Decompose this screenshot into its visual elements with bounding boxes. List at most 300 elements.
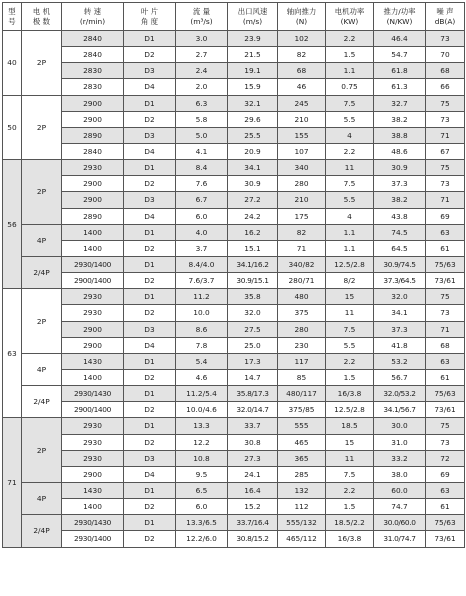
velocity-cell: 27.5 [228, 321, 278, 337]
blade-angle-cell: D1 [124, 224, 176, 240]
thrust-cell: 85 [278, 369, 326, 385]
velocity-cell: 30.9/15.1 [228, 273, 278, 289]
power-cell: 2.2 [326, 482, 374, 498]
speed-cell: 1400 [62, 499, 124, 515]
fan-performance-table [2, 2, 465, 548]
velocity-cell: 17.3 [228, 353, 278, 369]
ratio-cell: 37.3 [374, 176, 426, 192]
flow-cell: 2.7 [176, 47, 228, 63]
power-cell: 18.5 [326, 418, 374, 434]
power-cell: 4 [326, 208, 374, 224]
noise-cell: 63 [426, 224, 465, 240]
ratio-cell: 43.8 [374, 208, 426, 224]
table-row [3, 63, 465, 79]
power-cell: 1.1 [326, 63, 374, 79]
blade-angle-cell: D4 [124, 337, 176, 353]
speed-cell: 2840 [62, 143, 124, 159]
thrust-cell: 480/117 [278, 386, 326, 402]
thrust-cell: 175 [278, 208, 326, 224]
velocity-cell: 32.1 [228, 95, 278, 111]
velocity-cell: 25.0 [228, 337, 278, 353]
velocity-cell: 27.3 [228, 450, 278, 466]
motor-poles-cell: 2P [22, 95, 62, 160]
noise-cell: 75/63 [426, 386, 465, 402]
speed-cell: 2900 [62, 111, 124, 127]
flow-cell: 2.0 [176, 79, 228, 95]
power-cell: 5.5 [326, 337, 374, 353]
header-blade-angle: 叶 片 角 度 [124, 3, 176, 31]
power-cell: 15 [326, 434, 374, 450]
table-row [3, 337, 465, 353]
speed-cell: 2930 [62, 289, 124, 305]
ratio-cell: 60.0 [374, 482, 426, 498]
noise-cell: 73 [426, 176, 465, 192]
power-cell: 1.1 [326, 224, 374, 240]
speed-cell: 1400 [62, 240, 124, 256]
thrust-cell: 280 [278, 176, 326, 192]
noise-cell: 73/61 [426, 402, 465, 418]
model-cell: 63 [3, 289, 22, 418]
flow-cell: 12.2/6.0 [176, 531, 228, 547]
table-row [3, 450, 465, 466]
power-cell: 15 [326, 289, 374, 305]
speed-cell: 2830 [62, 79, 124, 95]
velocity-cell: 33.7 [228, 418, 278, 434]
ratio-cell: 41.8 [374, 337, 426, 353]
model-cell: 56 [3, 160, 22, 289]
speed-cell: 2930/1430 [62, 515, 124, 531]
power-cell: 1.1 [326, 240, 374, 256]
flow-cell: 6.0 [176, 499, 228, 515]
speed-cell: 2930 [62, 305, 124, 321]
thrust-cell: 245 [278, 95, 326, 111]
thrust-cell: 230 [278, 337, 326, 353]
speed-cell: 2930/1400 [62, 531, 124, 547]
ratio-cell: 74.7 [374, 499, 426, 515]
speed-cell: 2900 [62, 95, 124, 111]
header-motor-poles: 电 机 极 数 [22, 3, 62, 31]
motor-poles-cell: 2P [22, 160, 62, 225]
thrust-cell: 46 [278, 79, 326, 95]
noise-cell: 71 [426, 321, 465, 337]
thrust-cell: 340 [278, 160, 326, 176]
table-header [3, 3, 465, 31]
speed-cell: 2930 [62, 450, 124, 466]
blade-angle-cell: D1 [124, 418, 176, 434]
ratio-cell: 30.0/60.0 [374, 515, 426, 531]
ratio-cell: 48.6 [374, 143, 426, 159]
motor-poles-cell: 2/4P [22, 256, 62, 288]
flow-cell: 6.0 [176, 208, 228, 224]
power-cell: 7.5 [326, 95, 374, 111]
noise-cell: 75 [426, 289, 465, 305]
table-row [3, 127, 465, 143]
ratio-cell: 56.7 [374, 369, 426, 385]
motor-poles-cell: 4P [22, 224, 62, 256]
power-cell: 11 [326, 160, 374, 176]
table-row [3, 47, 465, 63]
thrust-cell: 340/82 [278, 256, 326, 272]
blade-angle-cell: D1 [124, 482, 176, 498]
speed-cell: 2900/1400 [62, 273, 124, 289]
table-row [3, 95, 465, 111]
noise-cell: 67 [426, 143, 465, 159]
blade-angle-cell: D1 [124, 31, 176, 47]
motor-poles-cell: 2/4P [22, 386, 62, 418]
blade-angle-cell: D1 [124, 515, 176, 531]
power-cell: 1.5 [326, 369, 374, 385]
speed-cell: 2890 [62, 127, 124, 143]
velocity-cell: 30.8/15.2 [228, 531, 278, 547]
flow-cell: 8.6 [176, 321, 228, 337]
speed-cell: 2930/1400 [62, 256, 124, 272]
noise-cell: 69 [426, 466, 465, 482]
thrust-cell: 82 [278, 47, 326, 63]
flow-cell: 4.1 [176, 143, 228, 159]
blade-angle-cell: D2 [124, 305, 176, 321]
table-row [3, 386, 465, 402]
flow-cell: 7.6 [176, 176, 228, 192]
flow-cell: 4.0 [176, 224, 228, 240]
speed-cell: 2830 [62, 63, 124, 79]
thrust-cell: 210 [278, 192, 326, 208]
table-row [3, 143, 465, 159]
velocity-cell: 34.1/16.2 [228, 256, 278, 272]
motor-poles-cell: 4P [22, 353, 62, 385]
thrust-cell: 365 [278, 450, 326, 466]
blade-angle-cell: D3 [124, 192, 176, 208]
velocity-cell: 14.7 [228, 369, 278, 385]
power-cell: 7.5 [326, 466, 374, 482]
noise-cell: 61 [426, 499, 465, 515]
velocity-cell: 15.2 [228, 499, 278, 515]
thrust-cell: 132 [278, 482, 326, 498]
header-model: 型 号 [3, 3, 22, 31]
table-row [3, 531, 465, 547]
motor-poles-cell: 2/4P [22, 515, 62, 547]
table-row [3, 353, 465, 369]
thrust-cell: 107 [278, 143, 326, 159]
blade-angle-cell: D2 [124, 111, 176, 127]
table-row [3, 466, 465, 482]
thrust-cell: 155 [278, 127, 326, 143]
noise-cell: 68 [426, 63, 465, 79]
ratio-cell: 38.2 [374, 192, 426, 208]
thrust-cell: 280 [278, 321, 326, 337]
speed-cell: 1400 [62, 369, 124, 385]
flow-cell: 7.6/3.7 [176, 273, 228, 289]
ratio-cell: 53.2 [374, 353, 426, 369]
power-cell: 11 [326, 450, 374, 466]
table-row [3, 176, 465, 192]
speed-cell: 2900 [62, 321, 124, 337]
noise-cell: 69 [426, 208, 465, 224]
ratio-cell: 31.0 [374, 434, 426, 450]
flow-cell: 13.3/6.5 [176, 515, 228, 531]
ratio-cell: 33.2 [374, 450, 426, 466]
ratio-cell: 30.9/74.5 [374, 256, 426, 272]
noise-cell: 75/63 [426, 515, 465, 531]
flow-cell: 3.0 [176, 31, 228, 47]
blade-angle-cell: D4 [124, 143, 176, 159]
flow-cell: 2.4 [176, 63, 228, 79]
flow-cell: 10.0 [176, 305, 228, 321]
ratio-cell: 46.4 [374, 31, 426, 47]
noise-cell: 75/63 [426, 256, 465, 272]
header-flow: 流 量 (m³/s) [176, 3, 228, 31]
thrust-cell: 555/132 [278, 515, 326, 531]
flow-cell: 8.4 [176, 160, 228, 176]
velocity-cell: 33.7/16.4 [228, 515, 278, 531]
table-row [3, 192, 465, 208]
power-cell: 12.5/2.8 [326, 256, 374, 272]
table-row [3, 111, 465, 127]
header-axial-thrust: 轴向推力 (N) [278, 3, 326, 31]
noise-cell: 75 [426, 95, 465, 111]
flow-cell: 10.0/4.6 [176, 402, 228, 418]
velocity-cell: 23.9 [228, 31, 278, 47]
blade-angle-cell: D4 [124, 466, 176, 482]
flow-cell: 7.8 [176, 337, 228, 353]
power-cell: 1.5 [326, 499, 374, 515]
flow-cell: 11.2 [176, 289, 228, 305]
ratio-cell: 74.5 [374, 224, 426, 240]
flow-cell: 5.0 [176, 127, 228, 143]
table-row [3, 321, 465, 337]
blade-angle-cell: D2 [124, 240, 176, 256]
flow-cell: 9.5 [176, 466, 228, 482]
noise-cell: 75 [426, 160, 465, 176]
velocity-cell: 30.8 [228, 434, 278, 450]
velocity-cell: 29.6 [228, 111, 278, 127]
ratio-cell: 30.0 [374, 418, 426, 434]
table-row [3, 160, 465, 176]
thrust-cell: 285 [278, 466, 326, 482]
thrust-cell: 375/85 [278, 402, 326, 418]
flow-cell: 12.2 [176, 434, 228, 450]
table-row [3, 434, 465, 450]
flow-cell: 6.3 [176, 95, 228, 111]
speed-cell: 2890 [62, 208, 124, 224]
thrust-cell: 68 [278, 63, 326, 79]
blade-angle-cell: D2 [124, 176, 176, 192]
power-cell: 12.5/2.8 [326, 402, 374, 418]
table-row [3, 289, 465, 305]
velocity-cell: 30.9 [228, 176, 278, 192]
ratio-cell: 64.5 [374, 240, 426, 256]
table-row [3, 240, 465, 256]
velocity-cell: 16.4 [228, 482, 278, 498]
noise-cell: 66 [426, 79, 465, 95]
noise-cell: 73/61 [426, 273, 465, 289]
power-cell: 18.5/2.2 [326, 515, 374, 531]
blade-angle-cell: D1 [124, 353, 176, 369]
velocity-cell: 15.1 [228, 240, 278, 256]
flow-cell: 4.6 [176, 369, 228, 385]
velocity-cell: 20.9 [228, 143, 278, 159]
speed-cell: 1430 [62, 482, 124, 498]
noise-cell: 73 [426, 434, 465, 450]
ratio-cell: 37.3 [374, 321, 426, 337]
power-cell: 16/3.8 [326, 386, 374, 402]
thrust-cell: 102 [278, 31, 326, 47]
thrust-cell: 82 [278, 224, 326, 240]
table-row [3, 224, 465, 240]
model-cell: 71 [3, 418, 22, 547]
thrust-cell: 71 [278, 240, 326, 256]
noise-cell: 63 [426, 353, 465, 369]
flow-cell: 5.8 [176, 111, 228, 127]
blade-angle-cell: D1 [124, 386, 176, 402]
velocity-cell: 24.1 [228, 466, 278, 482]
blade-angle-cell: D1 [124, 95, 176, 111]
velocity-cell: 32.0 [228, 305, 278, 321]
velocity-cell: 27.2 [228, 192, 278, 208]
flow-cell: 6.7 [176, 192, 228, 208]
blade-angle-cell: D2 [124, 47, 176, 63]
header-noise: 噪 声 dB(A) [426, 3, 465, 31]
blade-angle-cell: D2 [124, 402, 176, 418]
noise-cell: 71 [426, 127, 465, 143]
blade-angle-cell: D3 [124, 321, 176, 337]
velocity-cell: 34.1 [228, 160, 278, 176]
motor-poles-cell: 2P [22, 418, 62, 483]
blade-angle-cell: D2 [124, 531, 176, 547]
power-cell: 11 [326, 305, 374, 321]
speed-cell: 2930 [62, 418, 124, 434]
table-row [3, 208, 465, 224]
power-cell: 5.5 [326, 192, 374, 208]
ratio-cell: 32.0/53.2 [374, 386, 426, 402]
flow-cell: 10.8 [176, 450, 228, 466]
velocity-cell: 35.8 [228, 289, 278, 305]
table-row [3, 402, 465, 418]
noise-cell: 61 [426, 369, 465, 385]
ratio-cell: 38.2 [374, 111, 426, 127]
ratio-cell: 37.3/64.5 [374, 273, 426, 289]
noise-cell: 71 [426, 192, 465, 208]
noise-cell: 73 [426, 31, 465, 47]
speed-cell: 2900 [62, 176, 124, 192]
header-outlet-velocity: 出口风速 (m/s) [228, 3, 278, 31]
power-cell: 16/3.8 [326, 531, 374, 547]
thrust-cell: 112 [278, 499, 326, 515]
ratio-cell: 34.1/56.7 [374, 402, 426, 418]
table-row [3, 418, 465, 434]
ratio-cell: 38.0 [374, 466, 426, 482]
power-cell: 7.5 [326, 321, 374, 337]
speed-cell: 2900 [62, 192, 124, 208]
velocity-cell: 21.5 [228, 47, 278, 63]
velocity-cell: 24.2 [228, 208, 278, 224]
thrust-cell: 375 [278, 305, 326, 321]
table-row [3, 31, 465, 47]
ratio-cell: 34.1 [374, 305, 426, 321]
ratio-cell: 30.9 [374, 160, 426, 176]
blade-angle-cell: D1 [124, 256, 176, 272]
flow-cell: 11.2/5.4 [176, 386, 228, 402]
speed-cell: 2840 [62, 47, 124, 63]
header-motor-power: 电机功率 (KW) [326, 3, 374, 31]
flow-cell: 8.4/4.0 [176, 256, 228, 272]
noise-cell: 73 [426, 305, 465, 321]
ratio-cell: 61.3 [374, 79, 426, 95]
speed-cell: 2930 [62, 160, 124, 176]
speed-cell: 2900/1400 [62, 402, 124, 418]
table-row [3, 273, 465, 289]
power-cell: 7.5 [326, 176, 374, 192]
table-row [3, 305, 465, 321]
speed-cell: 1400 [62, 224, 124, 240]
table-row [3, 256, 465, 272]
blade-angle-cell: D4 [124, 79, 176, 95]
table-row [3, 369, 465, 385]
blade-angle-cell: D2 [124, 499, 176, 515]
noise-cell: 73 [426, 111, 465, 127]
thrust-cell: 465 [278, 434, 326, 450]
noise-cell: 75 [426, 418, 465, 434]
noise-cell: 61 [426, 240, 465, 256]
noise-cell: 68 [426, 337, 465, 353]
speed-cell: 2930 [62, 434, 124, 450]
velocity-cell: 32.0/14.7 [228, 402, 278, 418]
table-body [3, 31, 465, 548]
flow-cell: 6.5 [176, 482, 228, 498]
header-speed: 转 速 (r/min) [62, 3, 124, 31]
motor-poles-cell: 2P [22, 289, 62, 354]
ratio-cell: 32.0 [374, 289, 426, 305]
blade-angle-cell: D4 [124, 208, 176, 224]
power-cell: 8/2 [326, 273, 374, 289]
velocity-cell: 15.9 [228, 79, 278, 95]
speed-cell: 2930/1430 [62, 386, 124, 402]
speed-cell: 2900 [62, 337, 124, 353]
noise-cell: 72 [426, 450, 465, 466]
blade-angle-cell: D3 [124, 450, 176, 466]
motor-poles-cell: 4P [22, 482, 62, 514]
blade-angle-cell: D2 [124, 369, 176, 385]
blade-angle-cell: D2 [124, 273, 176, 289]
noise-cell: 73/61 [426, 531, 465, 547]
velocity-cell: 19.1 [228, 63, 278, 79]
power-cell: 0.75 [326, 79, 374, 95]
power-cell: 2.2 [326, 31, 374, 47]
blade-angle-cell: D3 [124, 63, 176, 79]
blade-angle-cell: D1 [124, 289, 176, 305]
ratio-cell: 54.7 [374, 47, 426, 63]
thrust-cell: 555 [278, 418, 326, 434]
flow-cell: 5.4 [176, 353, 228, 369]
velocity-cell: 16.2 [228, 224, 278, 240]
thrust-cell: 280/71 [278, 273, 326, 289]
flow-cell: 13.3 [176, 418, 228, 434]
table-row [3, 482, 465, 498]
flow-cell: 3.7 [176, 240, 228, 256]
noise-cell: 63 [426, 482, 465, 498]
speed-cell: 2900 [62, 466, 124, 482]
header-thrust-power-ratio: 推力/功率 (N/KW) [374, 3, 426, 31]
blade-angle-cell: D2 [124, 434, 176, 450]
table-row [3, 515, 465, 531]
power-cell: 4 [326, 127, 374, 143]
table-row [3, 499, 465, 515]
noise-cell: 70 [426, 47, 465, 63]
blade-angle-cell: D1 [124, 160, 176, 176]
speed-cell: 1430 [62, 353, 124, 369]
power-cell: 5.5 [326, 111, 374, 127]
table-row [3, 79, 465, 95]
ratio-cell: 31.0/74.7 [374, 531, 426, 547]
